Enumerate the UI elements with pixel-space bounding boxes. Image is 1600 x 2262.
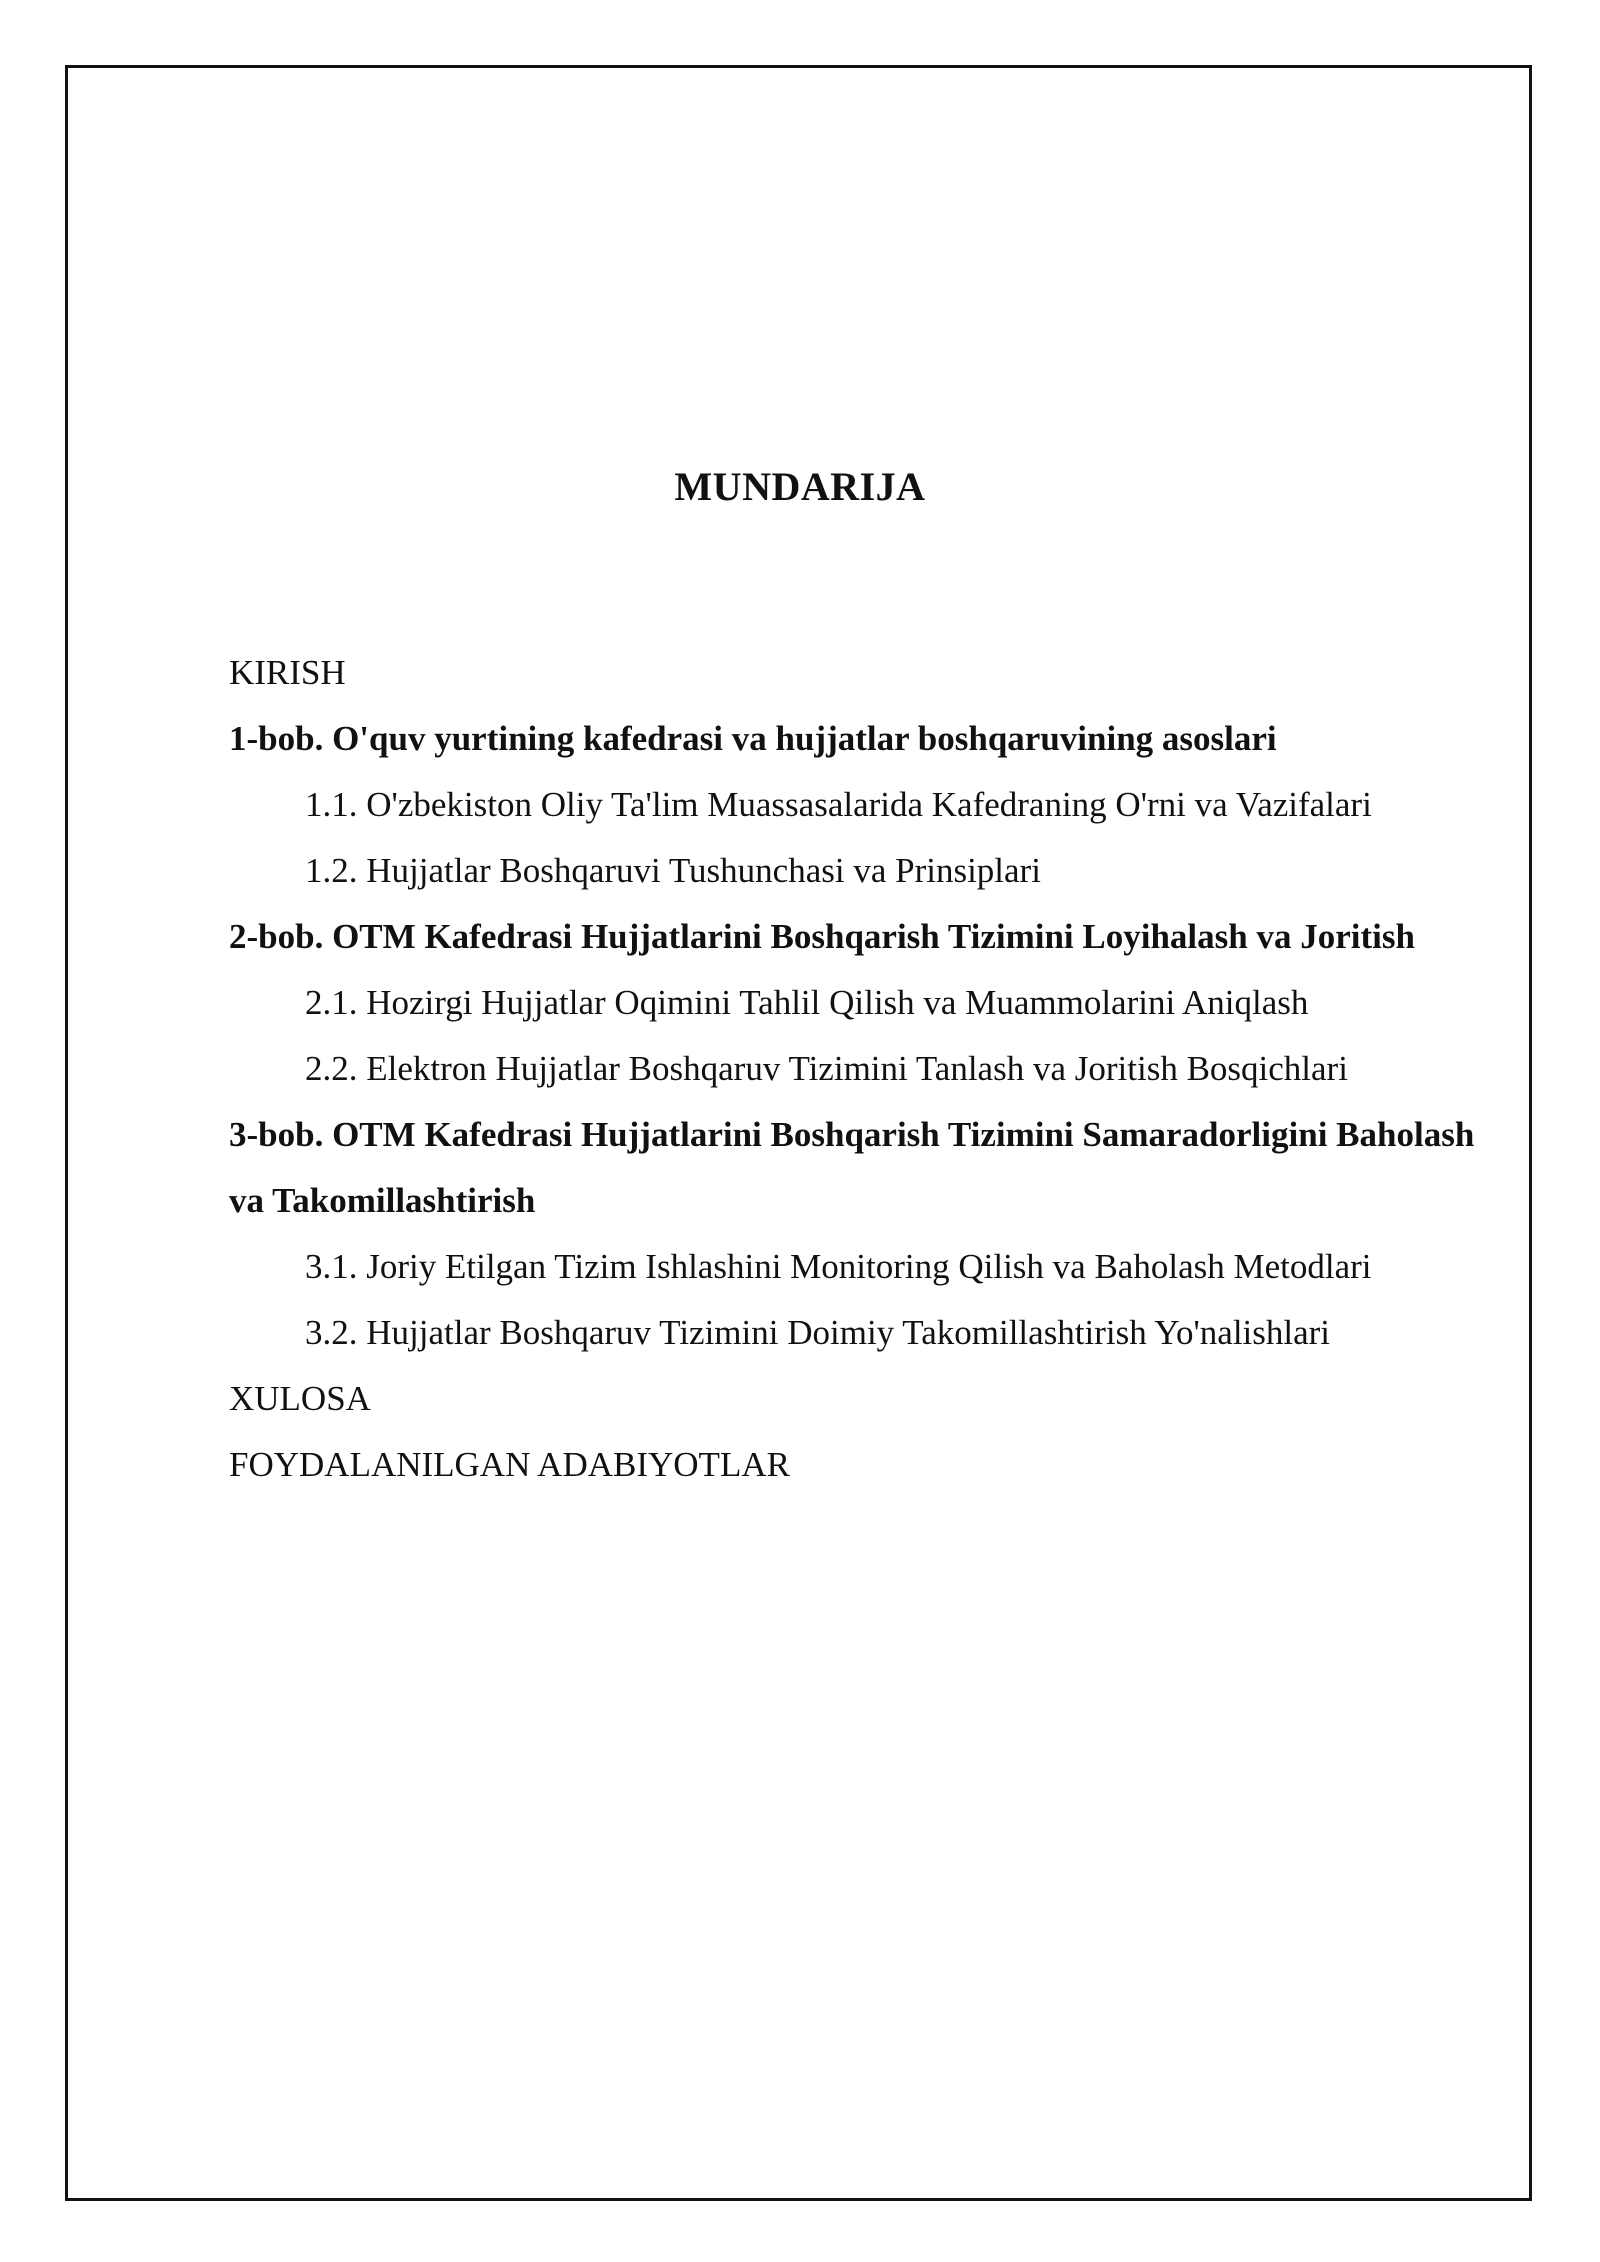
toc-chapter-2: 2-bob. OTM Kafedrasi Hujjatlarini Boshqarish Tizimini Loyihalash va Joritish [229, 917, 1415, 956]
toc-entry-conclusion: XULOSA [229, 1379, 371, 1418]
toc-entry-references: FOYDALANILGAN ADABIYOTLAR [229, 1445, 790, 1484]
toc-section-2-2: 2.2. Elektron Hujjatlar Boshqaruv Tizimini Tanlash va Joritish Bosqichlari [305, 1049, 1348, 1088]
toc-section-3-2: 3.2. Hujjatlar Boshqaruv Tizimini Doimiy Takomillashtirish Yo'nalishlari [305, 1313, 1331, 1352]
toc-chapter-1: 1-bob. O'quv yurtining kafedrasi va hujjatlar boshqaruvining asoslari [229, 719, 1277, 758]
toc-section-3-1: 3.1. Joriy Etilgan Tizim Ishlashini Monitoring Qilish va Baholash Metodlari [305, 1247, 1372, 1286]
toc-entry-introduction: KIRISH [229, 653, 346, 692]
toc-section-1-2: 1.2. Hujjatlar Boshqaruvi Tushunchasi va Prinsiplari [305, 851, 1041, 890]
toc-chapter-3: 3-bob. OTM Kafedrasi Hujjatlarini Boshqarish Tizimini Samaradorligini Baholash va Takomillashtirish [229, 1115, 1475, 1220]
table-of-contents [229, 640, 1489, 1498]
page-title: MUNDARIJA [674, 464, 926, 509]
toc-section-1-1: 1.1. O'zbekiston Oliy Ta'lim Muassasalarida Kafedraning O'rni va Vazifalari [305, 785, 1372, 824]
toc-section-2-1: 2.1. Hozirgi Hujjatlar Oqimini Tahlil Qilish va Muammolarini Aniqlash [305, 983, 1309, 1022]
